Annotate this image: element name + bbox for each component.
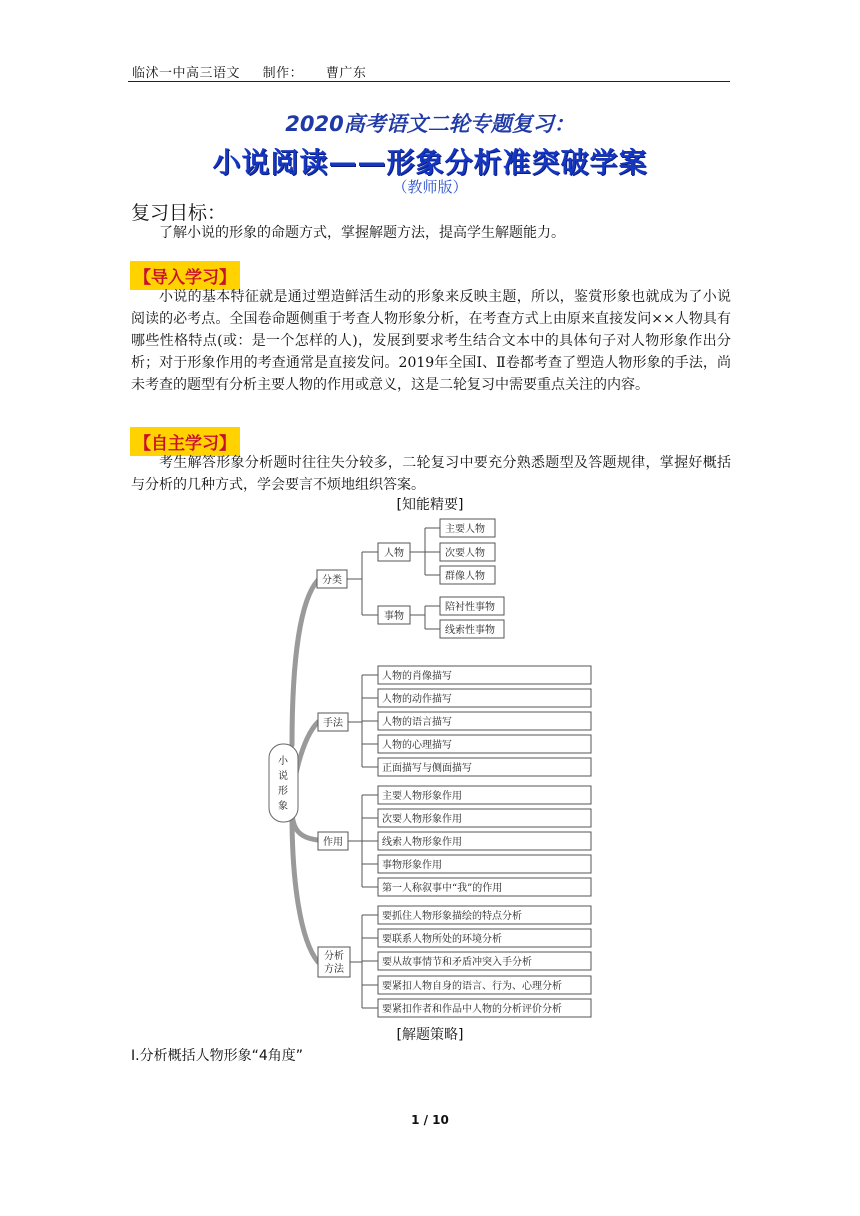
title-line-1: 2020高考语文二轮专题复习： [285, 112, 575, 136]
goal-heading: 复习目标： [131, 202, 227, 224]
goal-text: 了解小说的形象的命题方式，掌握解题方法，提高学生解题能力。 [159, 225, 565, 241]
leaf-method-4: 要紧扣人物自身的语言、行为、心理分析 [382, 981, 562, 992]
leaf-method-5: 要紧扣作者和作品中人物的分析评价分析 [382, 1004, 562, 1015]
root-char-1: 小 [278, 756, 288, 767]
leaf-technique-3: 人物的语言描写 [382, 717, 452, 728]
strategy-item-1: Ⅰ.分析概括人物形象“4角度” [131, 1048, 303, 1064]
branch-method-label-2: 方法 [324, 964, 344, 975]
leaf-secondary-character: 次要人物 [445, 548, 485, 559]
header-school: 临沭一中高三语文 [132, 66, 241, 81]
root-char-4: 象 [278, 801, 288, 812]
header-made-by-label: 制作： [262, 66, 304, 81]
leaf-method-2: 要联系人物所处的环境分析 [382, 934, 502, 945]
branch-classify-label: 分类 [322, 575, 342, 586]
branch-function-label: 作用 [323, 837, 343, 848]
intro-text: 小说的基本特征就是通过塑造鲜活生动的形象来反映主题，所以，鉴赏形象也就成为了小说阅读的必考点。全国卷命题侧重于考查人物形象分析，在考查方式上由原来直接发问××人物具有哪些性格特点(或：是一个怎样的人)，发展到要求考生结合文本中的具体句子对人物形象作出分析；对于形象作用的考查通常是直接发问。2019年全国Ⅰ、Ⅱ卷都考查了塑造人物形象的手法，尚未考查的题型有分析主要人物的作用或意义，这是二轮复习中需要重点关注的内容。 [131, 289, 731, 393]
leaf-technique-1: 人物的肖像描写 [382, 671, 452, 682]
header-author: 曹广东 [325, 66, 367, 81]
leaf-foil-object: 陪衬性事物 [445, 602, 495, 613]
leaf-function-5: 第一人称叙事中“我”的作用 [382, 883, 503, 894]
root-char-3: 形 [278, 786, 288, 797]
leaf-function-1: 主要人物形象作用 [382, 791, 462, 802]
intro-tag: 【导入学习】 [130, 261, 240, 290]
leaf-function-2: 次要人物形象作用 [382, 814, 462, 825]
caption-strategy: [解题策略] [396, 1027, 464, 1043]
caption-knowledge: [知能精要] [396, 497, 464, 513]
node-things-label: 事物 [384, 611, 404, 622]
title-line-2: 小说阅读——形象分析准突破学案 [212, 146, 648, 179]
title-line-3: （教师版） [392, 178, 468, 196]
leaf-group-characters: 群像人物 [445, 571, 485, 582]
branch-technique-label: 手法 [323, 718, 343, 729]
leaf-function-4: 事物形象作用 [382, 860, 442, 871]
self-study-text: 考生解答形象分析题时往往失分较多，二轮复习中要充分熟悉题型及答题规律，掌握好概括与分析的几种方式，学会要言不烦地组织答案。 [131, 455, 731, 493]
leaf-method-3: 要从故事情节和矛盾冲突入手分析 [382, 957, 532, 968]
leaf-technique-5: 正面描写与侧面描写 [382, 763, 472, 774]
leaf-technique-2: 人物的动作描写 [382, 694, 452, 705]
self-study-tag: 【自主学习】 [130, 427, 240, 456]
node-people-label: 人物 [384, 548, 404, 559]
leaf-technique-4: 人物的心理描写 [382, 740, 452, 751]
leaf-method-1: 要抓住人物形象描绘的特点分析 [382, 911, 522, 922]
root-char-2: 说 [278, 771, 288, 782]
branch-method-label-1: 分析 [324, 951, 344, 962]
page-number: 1 / 10 [411, 1113, 449, 1127]
leaf-clue-object: 线索性事物 [445, 625, 495, 636]
leaf-main-character: 主要人物 [445, 524, 485, 535]
leaf-function-3: 线索人物形象作用 [382, 837, 462, 848]
